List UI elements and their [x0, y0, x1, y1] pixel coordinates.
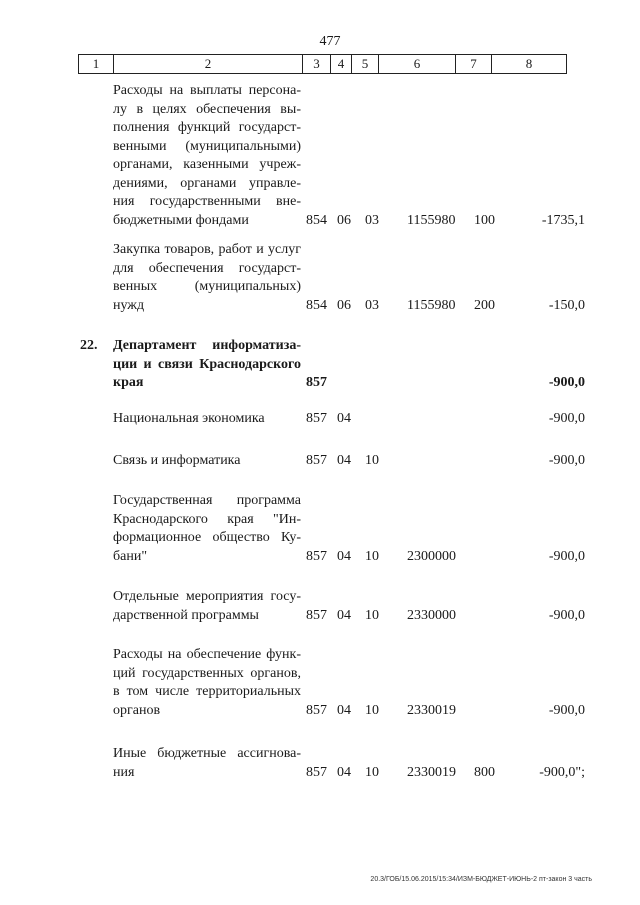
row-codes: [0, 374, 640, 393]
row-codes: [0, 764, 640, 783]
section-code: 04: [337, 453, 351, 468]
description-line: ния: [113, 764, 135, 780]
amount: -900,0: [548, 411, 585, 426]
description-line: венных (муниципальных): [113, 279, 301, 294]
description-line: полнения функций государст-: [113, 120, 301, 135]
amount: -900,0: [548, 375, 585, 390]
ministry-code: 857: [306, 702, 327, 718]
section-code: 06: [337, 297, 351, 313]
section-code: 04: [337, 702, 351, 718]
column-header-row: [79, 55, 567, 74]
section-code: 06: [337, 212, 351, 228]
description-line: Связь и информатика: [113, 453, 241, 468]
target-article-code: 2330019: [407, 702, 456, 718]
description-line: для обеспечения государст-: [113, 260, 301, 276]
table-row: [0, 452, 640, 471]
description-line: Краснодарского края "Ин-: [113, 511, 301, 527]
column-header-8: 8: [492, 55, 567, 74]
target-article-code: 2330000: [407, 607, 456, 623]
ministry-code: 857: [306, 764, 327, 780]
description-line: Отдельные мероприятия госу-: [113, 589, 301, 604]
column-header-table: [78, 54, 567, 74]
target-article-code: 2330019: [407, 764, 456, 780]
section-code: 04: [337, 764, 351, 780]
target-article-code: 1155980: [407, 212, 456, 228]
table-row: [0, 646, 640, 720]
target-article-code: 1155980: [407, 297, 456, 313]
description-line: ций государственных органов,: [113, 665, 301, 681]
row-number: 22.: [80, 338, 98, 353]
description-line: венными (муниципальными): [113, 138, 301, 154]
section-code: 04: [337, 548, 351, 564]
amount: -900,0: [548, 607, 585, 623]
page-number: 477: [319, 34, 341, 49]
subsection-code: 10: [365, 607, 379, 623]
description-line: бюджетными фондами: [113, 212, 249, 228]
table-row: [0, 241, 640, 315]
subsection-code: 10: [365, 548, 379, 564]
subsection-code: 03: [365, 297, 379, 313]
row-description: [113, 82, 301, 230]
column-header-3: 3: [303, 55, 331, 74]
row-codes: [0, 607, 640, 626]
table-row: [0, 588, 640, 625]
description-line: дарственной программы: [113, 607, 259, 623]
amount: -1735,1: [541, 212, 585, 228]
description-line: формационное общество Ку-: [113, 530, 301, 545]
ministry-code: 854: [306, 297, 327, 313]
table-row: [0, 745, 640, 782]
table-row: [0, 82, 640, 230]
description-line: Расходы на обеспечение функ-: [113, 647, 301, 662]
amount: -150,0: [548, 297, 585, 313]
description-line: Закупка товаров, работ и услуг: [113, 242, 301, 257]
description-line: нужд: [113, 297, 145, 313]
ministry-code: 857: [306, 548, 327, 564]
description-line: в том числе территориальных: [113, 684, 301, 699]
row-codes: [0, 548, 640, 567]
description-line: дениями, органами управле-: [113, 175, 301, 191]
column-header-7: 7: [456, 55, 492, 74]
description-line: ния государственными вне-: [113, 194, 301, 209]
ministry-code: 857: [306, 411, 327, 426]
subsection-code: 03: [365, 212, 379, 228]
footer-stamp: 20.3/ГОБ/15.06.2015/15:34/ИЗМ-БЮДЖЕТ-ИЮНЬ-2 пт-закон 3 часть: [370, 876, 592, 883]
table-row: [0, 337, 640, 393]
ministry-code: 857: [306, 375, 327, 390]
description-line: органами, казенными учреж-: [113, 157, 301, 172]
row-codes: [0, 452, 640, 471]
expense-type-code: 800: [474, 764, 495, 780]
description-line: Государственная программа: [113, 493, 301, 508]
row-codes: [0, 297, 640, 316]
description-line: органов: [113, 702, 161, 718]
amount: -900,0: [548, 453, 585, 468]
subsection-code: 10: [365, 453, 379, 468]
description-line: края: [113, 375, 144, 390]
column-header-2: 2: [114, 55, 303, 74]
description-line: бани": [113, 548, 148, 564]
description-line: ции и связи Краснодарского: [113, 356, 301, 372]
description-line: Департамент информатиза-: [113, 338, 301, 353]
expense-type-code: 200: [474, 297, 495, 313]
column-header-4: 4: [331, 55, 352, 74]
subsection-code: 10: [365, 702, 379, 718]
table-row: [0, 410, 640, 429]
ministry-code: 854: [306, 212, 327, 228]
description-line: Расходы на выплаты персона-: [113, 83, 301, 98]
section-code: 04: [337, 607, 351, 623]
row-codes: [0, 702, 640, 721]
subsection-code: 10: [365, 764, 379, 780]
description-line: Национальная экономика: [113, 411, 265, 426]
column-header-1: 1: [79, 55, 114, 74]
ministry-code: 857: [306, 453, 327, 468]
column-header-5: 5: [352, 55, 379, 74]
amount: -900,0: [548, 548, 585, 564]
amount: -900,0: [548, 702, 585, 718]
target-article-code: 2300000: [407, 548, 456, 564]
column-header-6: 6: [379, 55, 456, 74]
ministry-code: 857: [306, 607, 327, 623]
table-row: [0, 492, 640, 566]
expense-type-code: 100: [474, 212, 495, 228]
row-codes: [0, 212, 640, 231]
section-code: 04: [337, 411, 351, 426]
amount: -900,0";: [539, 764, 585, 780]
description-line: Иные бюджетные ассигнова-: [113, 746, 301, 761]
row-codes: [0, 410, 640, 429]
description-line: лу в целях обеспечения вы-: [113, 101, 301, 117]
